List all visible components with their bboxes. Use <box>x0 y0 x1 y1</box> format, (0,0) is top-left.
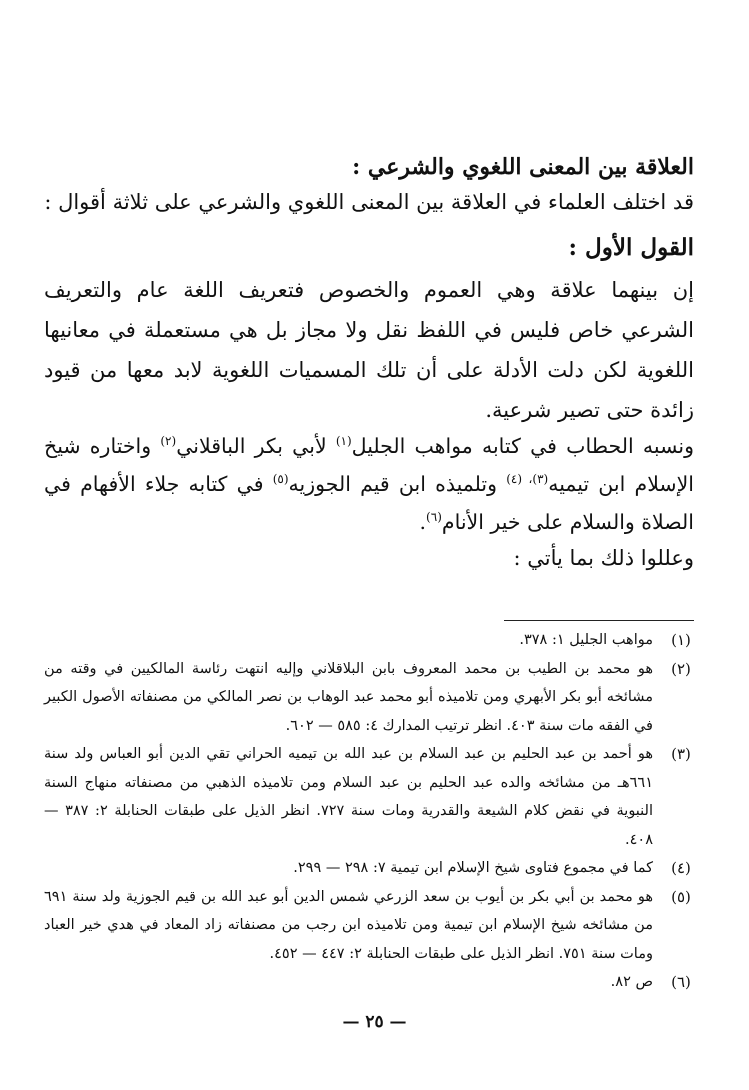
footnote-item <box>44 883 699 969</box>
footnote-item <box>44 626 699 655</box>
footnote-number: (٤) <box>671 859 691 877</box>
footnote-ref-5[interactable]: (٥) <box>272 472 289 487</box>
footnote-ref-6[interactable]: (٦) <box>426 510 442 525</box>
footnote-item <box>44 968 699 997</box>
footnote-item <box>44 854 699 883</box>
page-number: — ٢٥ — <box>342 1012 407 1032</box>
section-heading: العلاقة بين المعنى اللغوي والشرعي : <box>352 154 694 180</box>
attribution-text-3: واختاره شيخ الإسلام ابن تيميه <box>44 434 694 496</box>
footnote-item <box>44 655 699 741</box>
attribution-text-1: ونسبه الحطاب في كتابه مواهب الجليل <box>351 434 694 458</box>
first-opinion-paragraph: إن بينهما علاقة وهي العموم والخصوص فتعريف اللغة عام والتعريف الشرعي خاص فليس في اللفظ نقل ولا مجاز بل هي مستعملة في معانيها اللغوية لكن دلت الأدلة على أن تلك المسميات اللغوية لابد معها من قيود زائدة حتى تصير شرعية. <box>44 278 694 422</box>
footnote-text: هو أحمد بن عبد الحليم بن عبد السلام بن عبد الله بن تيميه الحراني تقي الدين أبو العباس ولد سنة ٦٦١هـ من مشائخه والده عبد الحليم بن عبد السلام ومن تلاميذه الذهبي من مصنفاته منهاج السنة النبوية في نقض كلام الشيعة والقدرية ومات سنة ٧٢٧. انظر الذيل على طبقات الحنابلة ٢: ٣٨٧ — ٤٠٨. <box>44 746 654 848</box>
intro-line: قد اختلف العلماء في العلاقة بين المعنى اللغوي والشرعي على ثلاثة أقوال : <box>44 190 694 214</box>
footnote-text: ص ٨٢. <box>610 974 653 990</box>
attribution-text-2: لأبي بكر الباقلاني <box>176 434 336 458</box>
footnote-ref-3-4[interactable]: (٣)، (٤) <box>506 472 549 487</box>
footnote-ref-1[interactable]: (١) <box>335 434 352 449</box>
footnote-item <box>44 740 699 854</box>
footnote-text: هو محمد بن الطيب بن محمد المعروف بابن البلاقلاني وإليه انتهت رئاسة المالكيين في وقته من مشائخه أبو بكر الأبهري ومن تلاميذه أبو محمد عبد الوهاب بن نصر المالكي من مصنفاته الأصول الكبير في الفقه مات سنة ٤٠٣. انظر ترتيب المدارك ٤: ٥٨٥ — ٦٠٢. <box>44 660 653 734</box>
footnote-text: كما في مجموع فتاوى شيخ الإسلام ابن تيمية ٧: ٢٩٨ — ٢٩٩. <box>293 860 653 876</box>
footnote-separator <box>504 620 694 621</box>
footnote-number: (٢) <box>671 659 691 678</box>
footnotes-list <box>44 626 699 997</box>
footnote-text: مواهب الجليل ١: ٣٧٨. <box>519 632 653 648</box>
footnote-number: (٦) <box>671 973 691 991</box>
footnote-number: (٣) <box>671 745 691 763</box>
footnote-ref-2[interactable]: (٢) <box>160 434 177 449</box>
footnote-number: (٥) <box>671 887 691 906</box>
first-opinion-title: القول الأول : <box>568 234 694 261</box>
footnote-text: هو محمد بن أبي بكر بن أيوب بن سعد الزرعي شمس الدين أبو عبد الله بن قيم الجوزية ولد سنة ٦٩١ من مشائخه شيخ الإسلام ابن تيمية ومن تلاميذه ابن رجب من مصنفاته زاد المعاد في هدي خير العباد ومات سنة ٧٥١. انظر الذيل على طبقات الحنابلة ٢: ٤٤٧ — ٤٥٢. <box>44 888 653 962</box>
reasoning-line: وعللوا ذلك بما يأتي : <box>513 546 694 570</box>
footnote-number: (١) <box>671 631 691 649</box>
attribution-paragraph <box>44 427 694 541</box>
attribution-text-5: في كتابه جلاء الأفهام في الصلاة والسلام على خير الأنام <box>44 472 694 534</box>
attribution-text-6: . <box>419 510 427 534</box>
attribution-text-4: وتلميذه ابن قيم الجوزيه <box>288 472 507 496</box>
